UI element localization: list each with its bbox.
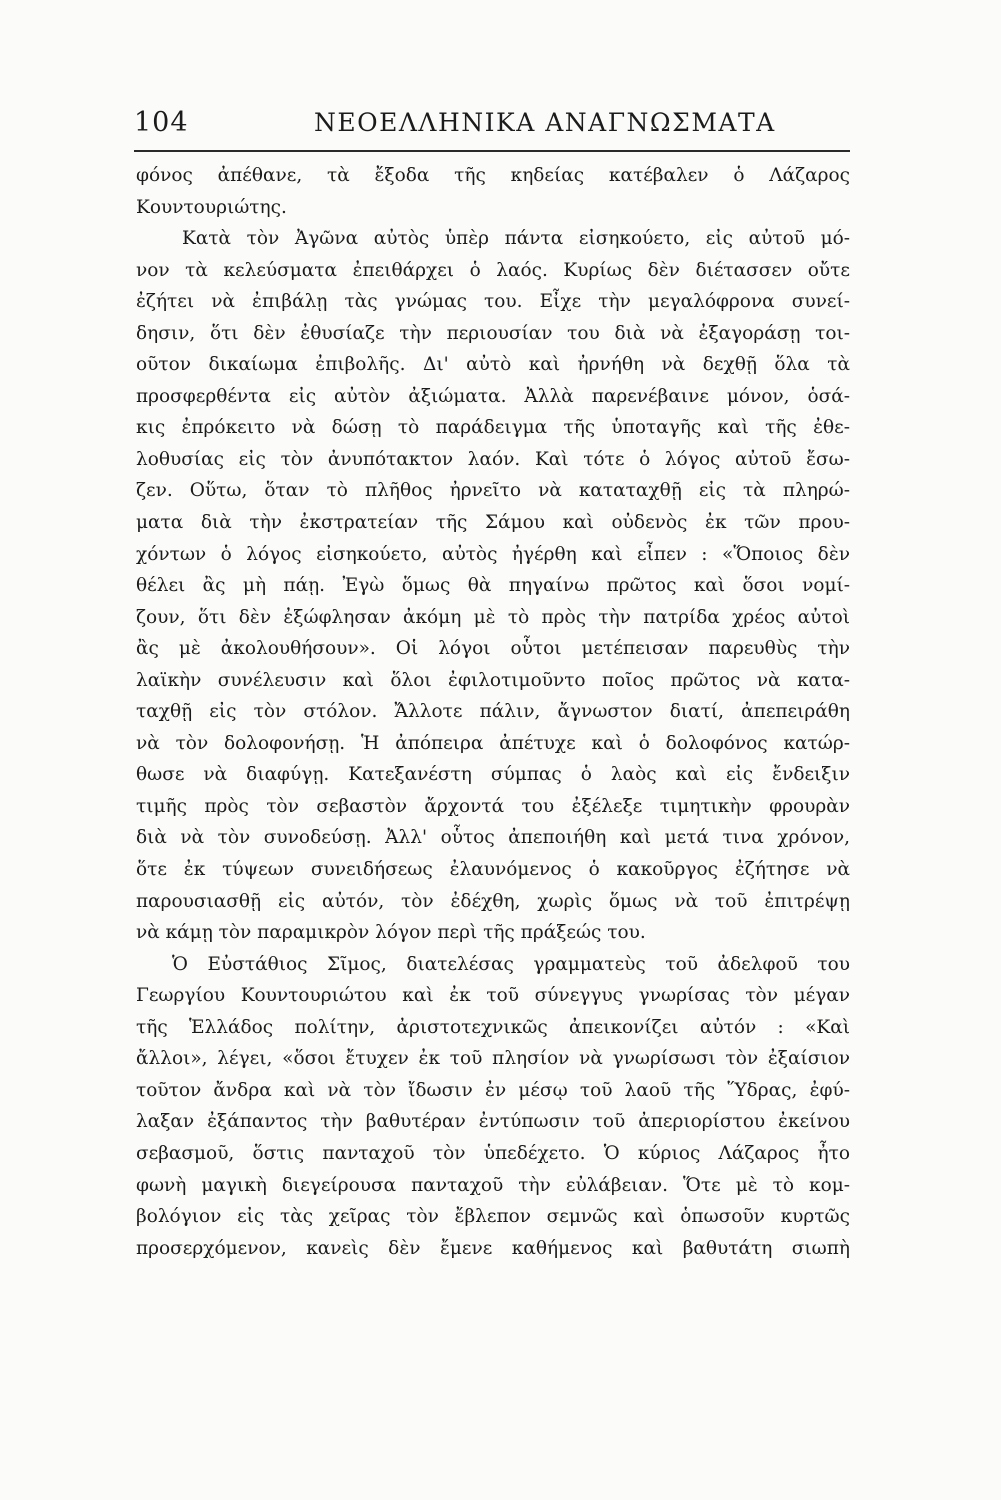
text-line: τιμῆς πρὸς τὸν σεβαστὸν ἄρχοντά του ἐξέλεξε τιμητικὴν φρουρὰν bbox=[136, 795, 850, 817]
text-line: ὅτε ἐκ τύψεων συνειδήσεως ἐλαυνόμενος ὁ κακοῦργος ἐζήτησε νὰ bbox=[136, 859, 850, 881]
text-line: προσερχόμενον, κανεὶς δὲν ἔμενε καθήμενος καὶ βαθυτάτη σιωπὴ bbox=[136, 1237, 850, 1259]
text-line: θέλει ἂς μὴ πάῃ. Ἐγὼ ὅμως θὰ πηγαίνω πρῶτος καὶ ὅσοι νομί- bbox=[136, 575, 850, 597]
text-line: Γεωργίου Κουντουριώτου καὶ ἐκ τοῦ σύνεγγυς γνωρίσας τὸν μέγαν bbox=[136, 985, 850, 1007]
page-number: 104 bbox=[134, 107, 189, 138]
text-line: φωνὴ μαγικὴ διεγείρουσα πανταχοῦ τὴν εὐλάβειαν. Ὅτε μὲ τὸ κομ- bbox=[136, 1174, 850, 1196]
text-line: νον τὰ κελεύσματα ἐπειθάρχει ὁ λαός. Κυρίως δὲν διέτασσεν οὔτε bbox=[136, 259, 850, 281]
text-line: ζεν. Οὕτω, ὅταν τὸ πλῆθος ἠρνεῖτο νὰ καταταχθῇ εἰς τὰ πληρώ- bbox=[136, 480, 850, 502]
text-line: διὰ νὰ τὸν συνοδεύσῃ. Ἀλλ' οὗτος ἀπεποιήθη καὶ μετά τινα χρόνον, bbox=[136, 827, 850, 849]
text-line: βολόγιον εἰς τὰς χεῖρας τὸν ἔβλεπον σεμνῶς καὶ ὁπωσοῦν κυρτῶς bbox=[136, 1206, 850, 1228]
body-text bbox=[136, 160, 850, 1264]
text-line: ἄλλοι», λέγει, «ὅσοι ἔτυχεν ἐκ τοῦ πλησίον νὰ γνωρίσωσι τὸν ἐξαίσιον bbox=[136, 1048, 850, 1070]
text-line: ταχθῇ εἰς τὸν στόλον. Ἄλλοτε πάλιν, ἄγνωστον διατί, ἀπεπειράθη bbox=[136, 701, 850, 723]
text-line: κις ἐπρόκειτο νὰ δώσῃ τὸ παράδειγμα τῆς ὑποταγῆς καὶ τῆς ἐθε- bbox=[136, 417, 850, 439]
running-title: ΝΕΟΕΛΛΗΝΙΚΑ ΑΝΑΓΝΩΣΜΑΤΑ bbox=[314, 108, 776, 137]
text-line: χόντων ὁ λόγος εἰσηκούετο, αὐτὸς ἠγέρθη καὶ εἶπεν : «Ὅποιος δὲν bbox=[136, 543, 850, 565]
text-line: σεβασμοῦ, ὅστις πανταχοῦ τὸν ὑπεδέχετο. Ὁ κύριος Λάζαρος ἦτο bbox=[136, 1142, 850, 1164]
text-line: δησιν, ὅτι δὲν ἐθυσίαζε τὴν περιουσίαν του διὰ νὰ ἐξαγοράσῃ τοι- bbox=[136, 322, 850, 344]
text-line: λαξαν ἐξάπαντος τὴν βαθυτέραν ἐντύπωσιν τοῦ ἀπεριορίστου ἐκείνου bbox=[136, 1111, 850, 1133]
text-line: τῆς Ἑλλάδος πολίτην, ἀριστοτεχνικῶς ἀπεικονίζει αὐτόν : «Καὶ bbox=[136, 1016, 850, 1038]
text-line: φόνος ἀπέθανε, τὰ ἔξοδα τῆς κηδείας κατέβαλεν ὁ Λάζαρος bbox=[136, 165, 850, 186]
text-line: νὰ κάμῃ τὸν παραμικρὸν λόγον περὶ τῆς πράξεώς του. bbox=[136, 922, 646, 944]
text-line: ματα διὰ τὴν ἐκστρατείαν τῆς Σάμου καὶ οὐδενὸς ἐκ τῶν πρου- bbox=[136, 512, 850, 534]
text-line: οῦτον δικαίωμα ἐπιβολῆς. Δι' αὐτὸ καὶ ἠρνήθη νὰ δεχθῇ ὅλα τὰ bbox=[136, 354, 850, 376]
text-line: τοῦτον ἄνδρα καὶ νὰ τὸν ἴδωσιν ἐν μέσῳ τοῦ λαοῦ τῆς Ὕδρας, ἐφύ- bbox=[136, 1079, 850, 1101]
text-line: Ὁ Εὐστάθιος Σῖμος, διατελέσας γραμματεὺς τοῦ ἀδελφοῦ του bbox=[172, 953, 850, 975]
header-rule bbox=[134, 150, 850, 152]
text-line: λαϊκὴν συνέλευσιν καὶ ὅλοι ἐφιλοτιμοῦντο ποῖος πρῶτος νὰ κατα- bbox=[136, 669, 850, 691]
text-line: ζουν, ὅτι δὲν ἐξώφλησαν ἀκόμη μὲ τὸ πρὸς τὴν πατρίδα χρέος αὐτοὶ bbox=[136, 606, 850, 628]
text-line: παρουσιασθῇ εἰς αὐτόν, τὸν ἐδέχθη, χωρὶς ὅμως νὰ τοῦ ἐπιτρέψῃ bbox=[136, 890, 850, 912]
text-line: θωσε νὰ διαφύγῃ. Κατεξανέστη σύμπας ὁ λαὸς καὶ εἰς ἔνδειξιν bbox=[136, 764, 850, 786]
text-line: νὰ τὸν δολοφονήσῃ. Ἡ ἀπόπειρα ἀπέτυχε καὶ ὁ δολοφόνος κατώρ- bbox=[136, 732, 850, 754]
text-line: ἐζήτει νὰ ἐπιβάλῃ τὰς γνώμας του. Εἶχε τὴν μεγαλόφρονα συνεί- bbox=[136, 291, 850, 313]
text-line: Κουντουριώτης. bbox=[136, 196, 287, 218]
text-line: Κατὰ τὸν Ἀγῶνα αὐτὸς ὑπὲρ πάντα εἰσηκούετο, εἰς αὐτοῦ μό- bbox=[182, 228, 850, 250]
text-line: ἂς μὲ ἀκολουθήσουν». Οἱ λόγοι οὗτοι μετέπεισαν παρευθὺς τὴν bbox=[136, 638, 850, 660]
text-line: λοθυσίας εἰς τὸν ἀνυπότακτον λαόν. Καὶ τότε ὁ λόγος αὐτοῦ ἔσω- bbox=[136, 448, 850, 470]
text-line: προσφερθέντα εἰς αὐτὸν ἀξιώματα. Ἀλλὰ παρενέβαινε μόνον, ὁσά- bbox=[136, 385, 850, 407]
running-head bbox=[134, 106, 854, 140]
